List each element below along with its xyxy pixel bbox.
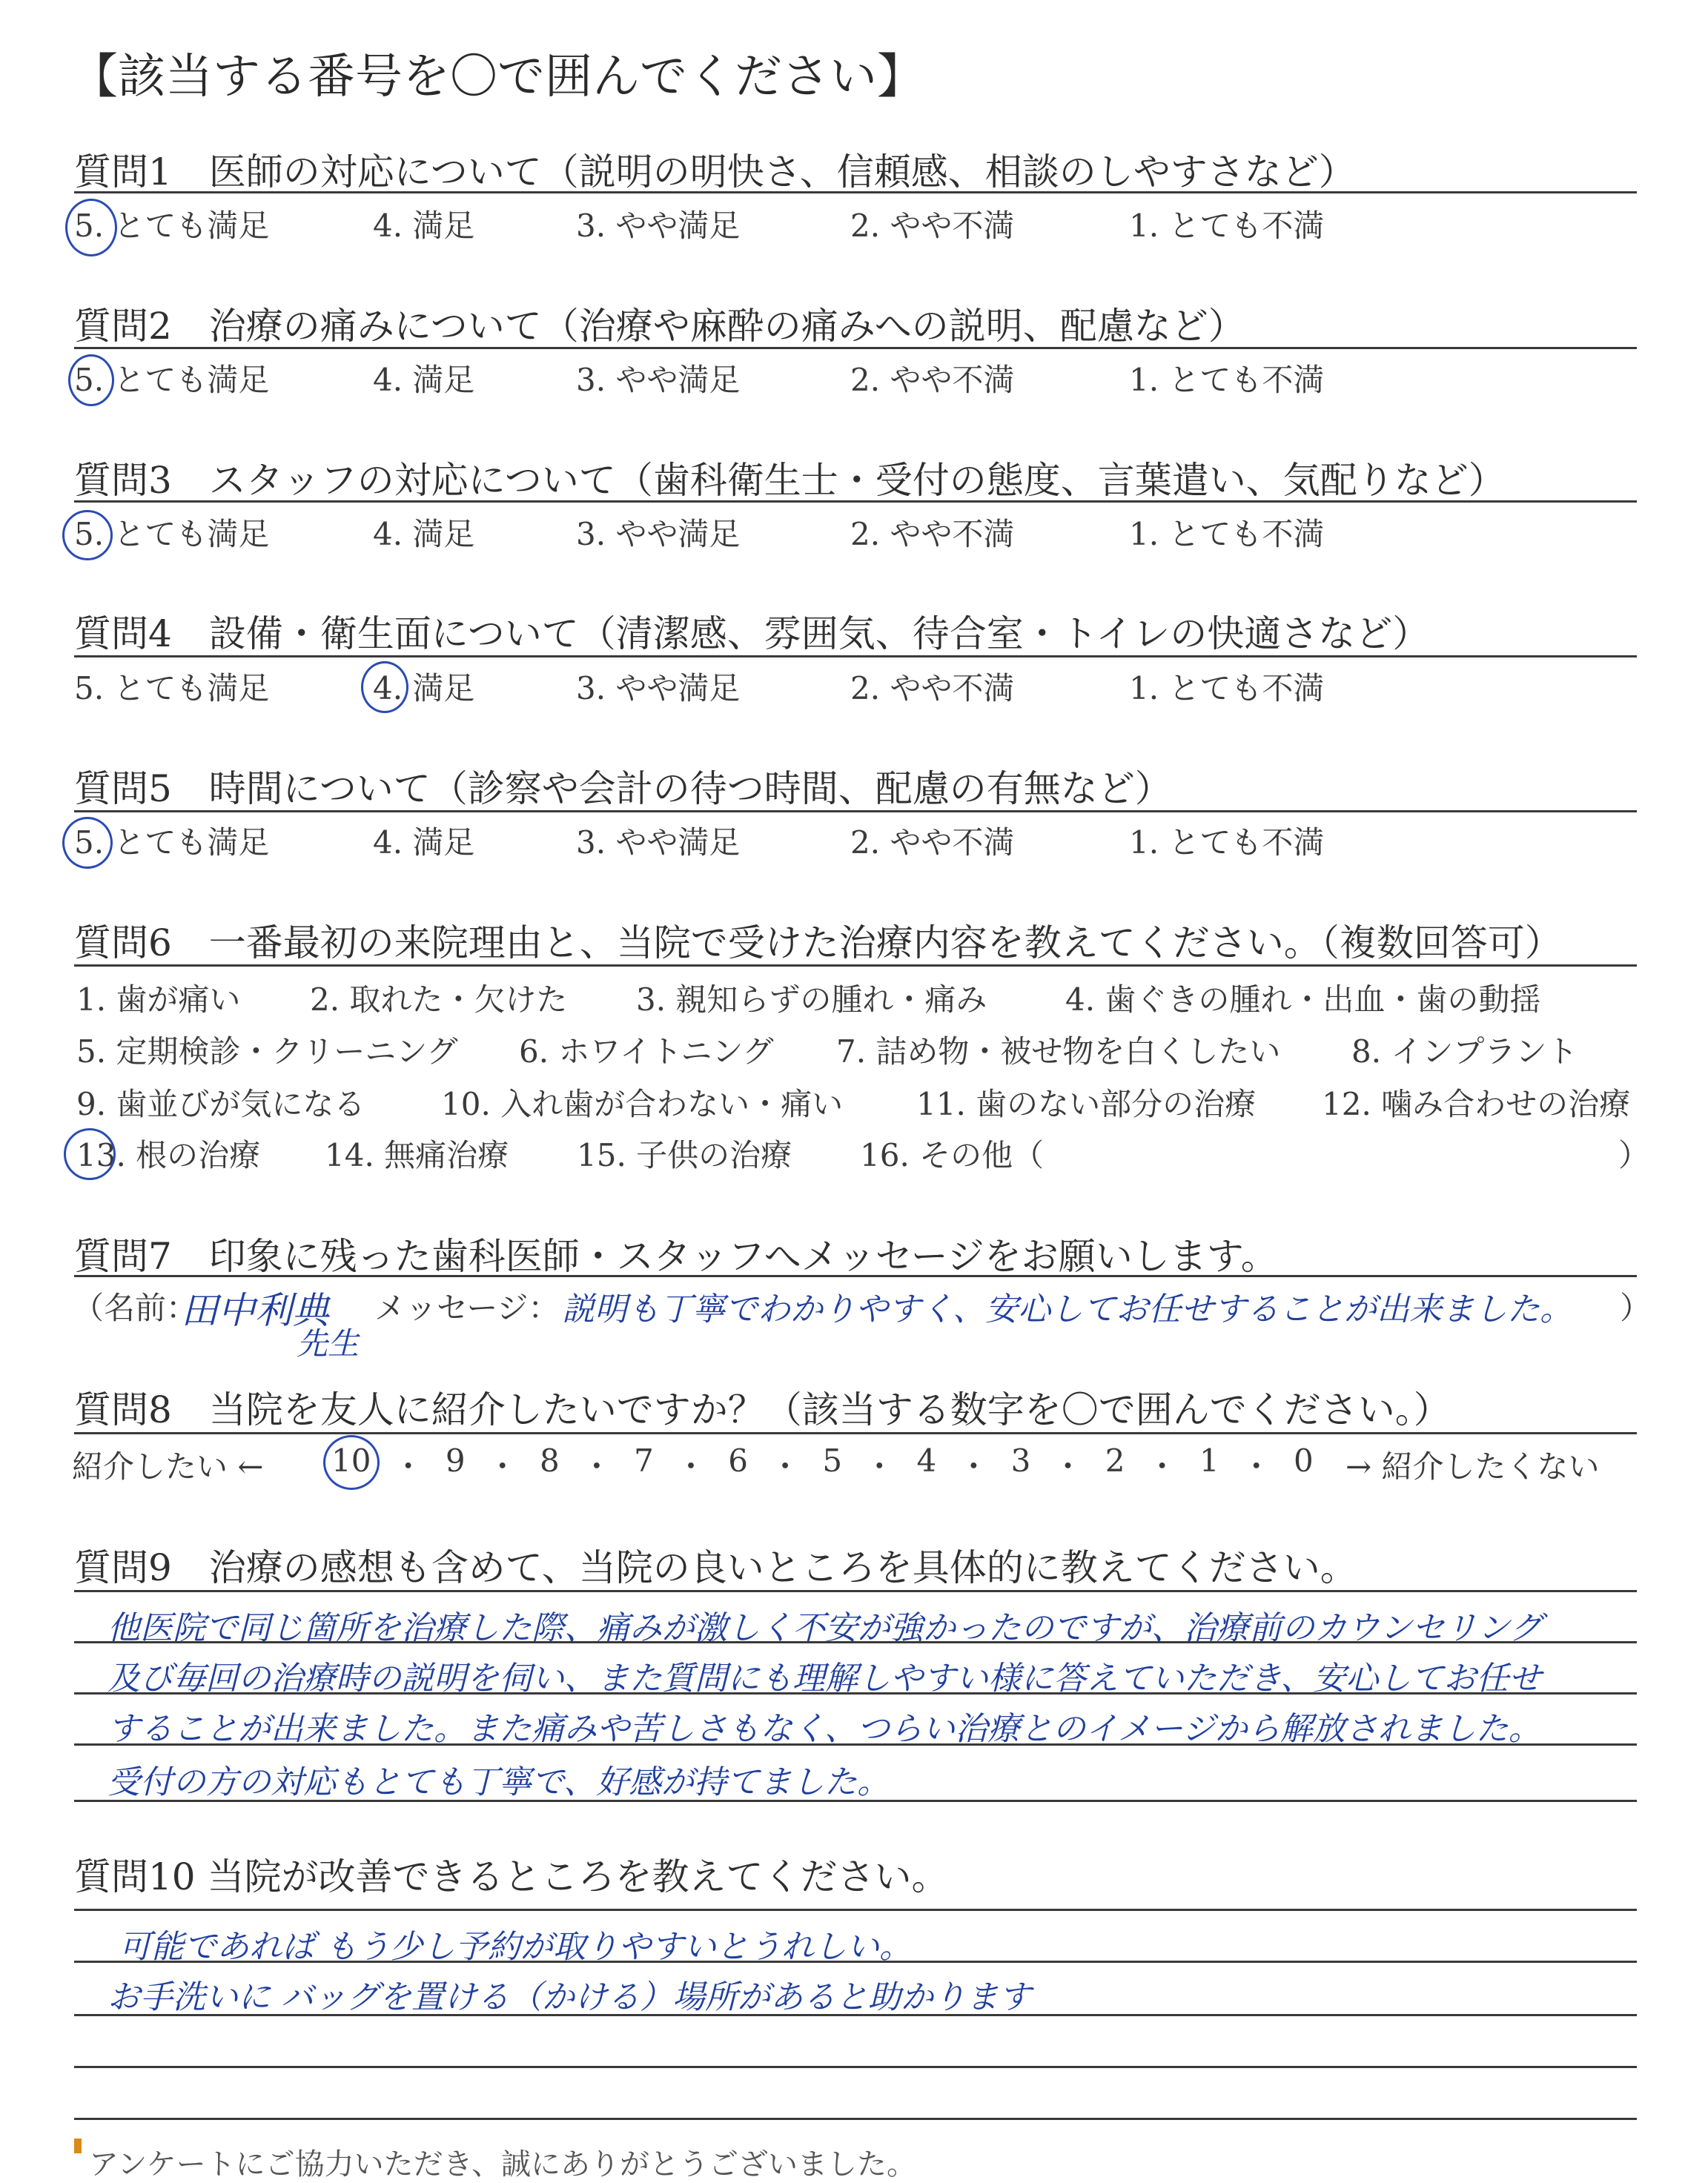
q3-option-1[interactable]: 1. とても不満 [1129,516,1325,552]
page-title: 【該当する番号を〇で囲んでください】 [70,50,924,105]
q6-item-4[interactable]: 4. 歯ぐきの腫れ・出血・歯の動揺 [1065,981,1541,1018]
divider [74,964,1637,967]
q3-option-3[interactable]: 3. やや満足 [576,516,741,552]
scale-0[interactable]: 0 [1293,1442,1314,1479]
scale-7[interactable]: 7 [634,1442,654,1479]
name-suffix: 先生 [297,1325,360,1362]
divider [74,1432,1637,1434]
question-8-title: 質問8 当院を友人に紹介したいですか？（該当する数字を〇で囲んでください。） [74,1388,1451,1431]
q2-option-2[interactable]: 2. やや不満 [850,362,1015,398]
scale-6[interactable]: 6 [728,1442,748,1479]
q1-option-4[interactable]: 4. 満足 [373,208,475,244]
divider [74,1275,1637,1277]
q9-answer-line-3[interactable]: することが出来ました。また痛みや苦しさもなく、つらい治療とのイメージから解放されました。 [107,1710,1541,1748]
q3-option-4[interactable]: 4. 満足 [373,516,475,552]
q6-item-3[interactable]: 3. 親知らずの腫れ・痛み [636,981,987,1018]
question-5-title: 質問5 時間について（診察や会計の待つ時間、配慮の有無など） [74,767,1172,810]
q9-answer-line-2[interactable]: 及び毎回の治療時の説明を伺い、また質問にも理解しやすい様に答えていただき、安心してお任せ [107,1660,1542,1697]
selection-circle [361,661,408,713]
q3-option-5[interactable]: 5. とても満足 [74,516,270,552]
scale-8[interactable]: 8 [539,1442,560,1479]
question-9-title: 質問9 治療の感想も含めて、当院の良いところを具体的に教えてください。 [74,1546,1357,1589]
q2-option-1[interactable]: 1. とても不満 [1129,362,1325,398]
q4-option-3[interactable]: 3. やや満足 [576,670,741,706]
q5-option-2[interactable]: 2. やや不満 [850,824,1015,861]
divider [74,810,1637,812]
q2-option-4[interactable]: 4. 満足 [373,362,475,398]
q6-item-14[interactable]: 14. 無痛治療 [325,1137,509,1173]
q6-item-5[interactable]: 5. 定期検診・クリーニング [76,1033,458,1070]
scale-dot: ・ [1240,1448,1272,1485]
q6-item-12[interactable]: 12. 噛み合わせの治療 [1322,1086,1631,1122]
recommend-scale [331,1442,1314,1487]
q1-option-3[interactable]: 3. やや満足 [576,208,741,244]
divider [74,500,1637,503]
q6-item-13[interactable]: 13. 根の治療 [76,1137,261,1173]
selection-circle [65,199,117,256]
scale-dot: ・ [769,1448,801,1485]
q9-answer-line-4[interactable]: 受付の方の対応もとても丁寧で、好感が持てました。 [107,1763,890,1801]
q2-option-5[interactable]: 5. とても満足 [74,362,270,398]
scale-dot: ・ [1146,1448,1178,1485]
selection-circle [323,1435,380,1490]
q5-option-4[interactable]: 4. 満足 [373,824,475,861]
scale-dot: ・ [1052,1448,1084,1485]
selection-circle [62,510,113,560]
message-value[interactable]: 説明も丁寧でわかりやすく、安心してお任せすることが出来ました。 [562,1291,1573,1328]
q5-option-5[interactable]: 5. とても満足 [74,824,270,861]
question-3-title: 質問3 スタッフの対応について（歯科衛生士・受付の態度、言葉遣い、気配りなど） [74,459,1506,502]
q6-item-15[interactable]: 15. 子供の治療 [577,1137,792,1173]
q2-option-3[interactable]: 3. やや満足 [576,362,741,398]
q1-option-5[interactable]: 5. とても満足 [74,208,270,244]
scale-dot: ・ [675,1448,707,1485]
q6-item-9[interactable]: 9. 歯並びが気になる [76,1086,365,1122]
scale-5[interactable]: 5 [822,1442,843,1479]
question-2-title: 質問2 治療の痛みについて（治療や麻酔の痛みへの説明、配慮など） [74,305,1245,348]
q6-item-8[interactable]: 8. インプラント [1351,1033,1578,1070]
q6-item-6[interactable]: 6. ホワイトニング [519,1033,774,1070]
q5-option-1[interactable]: 1. とても不満 [1129,824,1325,861]
q6-close-paren: ） [1618,1137,1650,1173]
q3-option-2[interactable]: 2. やや不満 [850,516,1015,552]
writing-line [74,2066,1637,2068]
selection-circle [62,817,113,869]
scale-dot: ・ [392,1448,424,1485]
recommend-right-label: → 紹介したくない [1345,1448,1600,1485]
question-6-title: 質問6 一番最初の来院理由と、当院で受けた治療内容を教えてください。（複数回答可） [74,921,1562,964]
q6-item-10[interactable]: 10. 入れ歯が合わない・痛い [441,1086,844,1122]
q1-option-1[interactable]: 1. とても不満 [1129,208,1325,244]
question-1-title: 質問1 医師の対応について（説明の明快さ、信頼感、相談のしやすさなど） [74,150,1356,193]
divider [74,1909,1637,1911]
q6-item-7[interactable]: 7. 詰め物・被せ物を白くしたい [836,1033,1281,1070]
q9-answer-line-1[interactable]: 他医院で同じ箇所を治療した際、痛みが激しく不安が強かったのですが、治療前のカウンセリング [107,1609,1543,1647]
divider [74,655,1637,657]
scale-2[interactable]: 2 [1105,1442,1125,1479]
scale-4[interactable]: 4 [916,1442,937,1479]
q4-option-4[interactable]: 4. 満足 [373,670,475,706]
scale-9[interactable]: 9 [445,1442,466,1479]
divider [74,1590,1637,1592]
q10-answer-line-1[interactable]: 可能であれば もう少し予約が取りやすいとうれしい。 [119,1928,912,1966]
scale-1[interactable]: 1 [1199,1442,1219,1479]
q4-option-1[interactable]: 1. とても不満 [1129,670,1325,706]
message-label: メッセージ： [374,1290,560,1326]
writing-line [74,2118,1637,2120]
q1-option-2[interactable]: 2. やや不満 [850,208,1015,244]
q10-answer-line-2[interactable]: お手洗いに バッグを置ける（かける）場所があると助かります [107,1978,1031,2016]
q6-item-1[interactable]: 1. 歯が痛い [76,981,241,1018]
q6-item-2[interactable]: 2. 取れた・欠けた [310,981,568,1018]
q7-close-paren: ） [1620,1290,1652,1326]
recommend-left-label: 紹介したい ← [72,1448,264,1485]
question-4-title: 質問4 設備・衛生面について（清潔感、雰囲気、待合室・トイレの快適さなど） [74,612,1430,655]
q5-option-3[interactable]: 3. やや満足 [576,824,741,861]
scale-dot: ・ [958,1448,990,1485]
scale-dot: ・ [486,1448,518,1485]
scale-dot: ・ [864,1448,896,1485]
divider [74,191,1637,193]
divider [74,347,1637,349]
q4-option-2[interactable]: 2. やや不満 [850,670,1015,706]
selection-circle [68,354,114,406]
scale-3[interactable]: 3 [1010,1442,1031,1479]
q6-item-16[interactable]: 16. その他（ [860,1137,1045,1173]
footer-text: アンケートにご協力いただき、誠にありがとうございました。 [89,2147,916,2182]
q4-option-5[interactable]: 5. とても満足 [74,670,270,706]
scale-10[interactable]: 10 [331,1442,371,1479]
question-7-title: 質問7 印象に残った歯科医師・スタッフへメッセージをお願いします。 [74,1235,1278,1278]
selection-circle [64,1128,116,1180]
scale-dot: ・ [580,1448,612,1485]
q6-item-11[interactable]: 11. 歯のない部分の治療 [916,1086,1257,1122]
name-label: （名前： [73,1290,198,1326]
question-10-title: 質問10 当院が改善できるところを教えてください。 [74,1855,949,1898]
name-value[interactable]: 田中利典 [181,1289,329,1332]
highlighter-mark [74,2139,82,2153]
